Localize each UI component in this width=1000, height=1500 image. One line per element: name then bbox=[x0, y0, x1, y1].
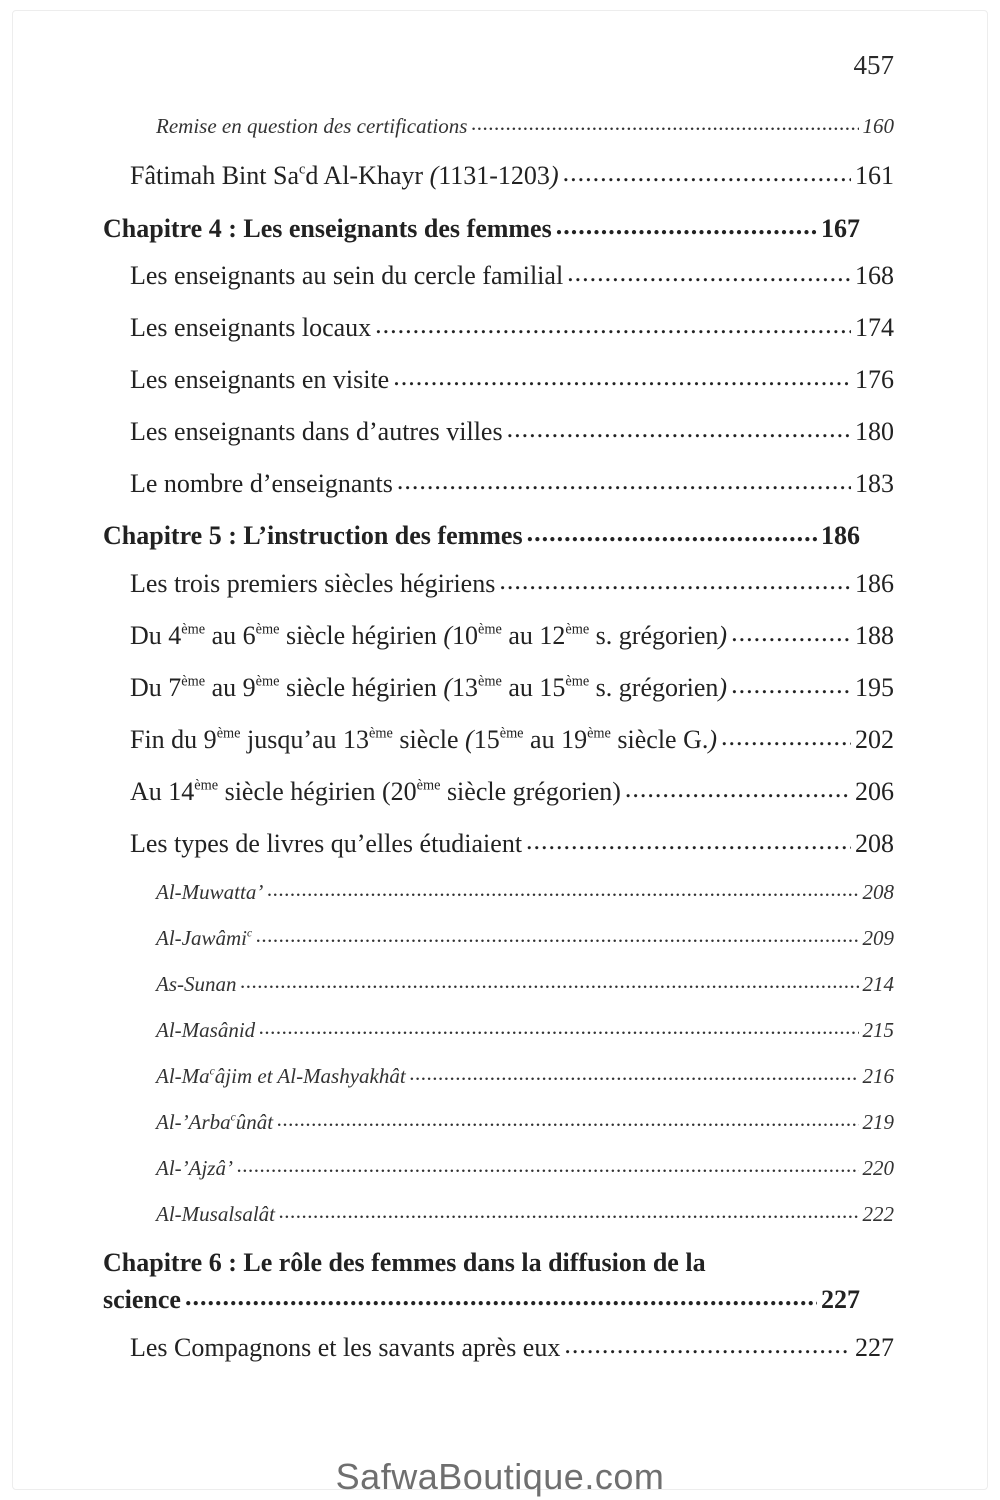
superscript: c bbox=[299, 161, 306, 178]
toc-entry-page: 227 bbox=[821, 1285, 860, 1314]
watermark-text: SafwaBoutique.com bbox=[335, 1456, 665, 1497]
toc-entry-chapter bbox=[103, 211, 860, 244]
italic-parenthesis: ) bbox=[549, 161, 559, 190]
toc-entry-chapter bbox=[103, 518, 860, 551]
dot-leader bbox=[556, 211, 817, 237]
toc-entry-page: 195 bbox=[855, 673, 894, 702]
toc-entry-sub bbox=[156, 1200, 894, 1227]
toc-entry-page: 174 bbox=[855, 313, 894, 342]
toc-entry-title: Le nombre d’enseignants bbox=[130, 469, 393, 498]
superscript: ème bbox=[565, 621, 590, 638]
dot-leader bbox=[393, 362, 851, 388]
dot-leader bbox=[526, 826, 851, 852]
toc-entry-page: 202 bbox=[855, 725, 894, 754]
superscript: c bbox=[209, 1065, 215, 1078]
superscript: ème bbox=[255, 673, 280, 690]
toc-entry-title: As-Sunan bbox=[156, 972, 237, 996]
dot-leader bbox=[279, 1200, 859, 1221]
toc-entry-section bbox=[130, 310, 894, 343]
toc-entry-section bbox=[130, 414, 894, 447]
superscript: ème bbox=[478, 673, 502, 690]
toc-entry-page: 216 bbox=[862, 1064, 894, 1088]
dot-leader bbox=[499, 566, 851, 592]
dot-leader bbox=[564, 1330, 851, 1356]
italic-parenthesis: ( bbox=[429, 161, 439, 190]
superscript: ème bbox=[369, 725, 393, 742]
toc-entry-page: 167 bbox=[821, 214, 860, 243]
toc-entry-sub bbox=[156, 970, 894, 997]
toc-entry-section bbox=[130, 362, 894, 395]
superscript: ème bbox=[587, 725, 611, 742]
dot-leader bbox=[277, 1108, 858, 1129]
dot-leader bbox=[410, 1062, 859, 1083]
dot-leader bbox=[397, 466, 851, 492]
toc-entry-page: 227 bbox=[855, 1333, 894, 1362]
page-number: 457 bbox=[853, 50, 894, 80]
superscript: ème bbox=[565, 673, 590, 690]
italic-parenthesis: ) bbox=[708, 725, 718, 754]
toc-entry-page: 186 bbox=[855, 569, 894, 598]
dot-leader bbox=[625, 774, 851, 800]
toc-entry-title: Al-Muwatta’ bbox=[156, 880, 264, 904]
toc-entry-page: 180 bbox=[855, 417, 894, 446]
toc-entry-title: Les enseignants au sein du cercle familial bbox=[130, 261, 564, 290]
toc-entry-title: Au 14ème siècle hégirien (20ème siècle grégorien) bbox=[130, 777, 621, 806]
dot-leader bbox=[259, 1016, 858, 1037]
toc-entry-section bbox=[130, 722, 894, 755]
toc-entry-title: Les types de livres qu’elles étudiaient bbox=[130, 829, 523, 858]
dot-leader bbox=[267, 878, 858, 899]
toc-entry-page: 186 bbox=[821, 521, 860, 550]
toc-entry-title: Les enseignants en visite bbox=[130, 365, 390, 394]
toc-entry-section bbox=[130, 1330, 894, 1363]
toc-entry-page: 214 bbox=[862, 972, 894, 996]
superscript: ème bbox=[194, 777, 219, 794]
dot-leader bbox=[375, 310, 851, 336]
dot-leader bbox=[721, 722, 851, 748]
italic-parenthesis: ( bbox=[465, 725, 474, 754]
toc-entry-title: Al-Jawâmi$^c$ bbox=[156, 926, 253, 950]
toc-entry-title: Al-’Ajzâ’ bbox=[156, 1156, 233, 1180]
toc-entry-page: 208 bbox=[855, 829, 894, 858]
toc-entry-section bbox=[130, 670, 894, 703]
toc-entry-page: 220 bbox=[862, 1156, 894, 1180]
toc-entry-section bbox=[130, 566, 894, 599]
superscript: ème bbox=[499, 725, 524, 742]
toc-entry-sub bbox=[156, 1154, 894, 1181]
dot-leader bbox=[731, 670, 851, 696]
toc-entry-section bbox=[130, 618, 894, 651]
toc-entry-page: 176 bbox=[855, 365, 894, 394]
toc-entry-title: Les enseignants dans d’autres villes bbox=[130, 417, 503, 446]
italic-parenthesis: ) bbox=[718, 621, 728, 650]
toc-entry-page: 188 bbox=[855, 621, 894, 650]
toc-entry-page: 208 bbox=[862, 880, 894, 904]
toc-entry-page: 160 bbox=[862, 114, 894, 138]
toc-entry-page: 168 bbox=[855, 261, 894, 290]
toc-entry-title: Fin du 9ème jusqu’au 13ème siècle (15ème au 19ème siècle G.) bbox=[130, 725, 718, 754]
toc-entry-sub bbox=[156, 924, 894, 951]
toc-entry-page: 209 bbox=[862, 926, 894, 950]
superscript: ème bbox=[181, 673, 206, 690]
toc-entry-title: Du 7ème au 9ème siècle hégirien (13ème au 15ème s. grégorien) bbox=[130, 673, 728, 702]
superscript: ème bbox=[181, 621, 206, 638]
toc-entry-page: 222 bbox=[862, 1202, 894, 1226]
toc-entry-page: 206 bbox=[855, 777, 894, 806]
toc-entry-title: Al-’Arba$^c$ûnât bbox=[156, 1110, 274, 1134]
toc-entry-title: Fâtimah Bint Sa$^c$d Al-Khayr (1131-1203) bbox=[130, 161, 559, 190]
superscript: ème bbox=[416, 777, 441, 794]
toc-entry-chapter-6 bbox=[103, 1248, 860, 1315]
toc-entry-title: Du 4ème au 6ème siècle hégirien (10ème au 12ème s. grégorien) bbox=[130, 621, 728, 650]
toc-entry-title: Chapitre 6 : Le rôle des femmes dans la diffusion de la bbox=[103, 1248, 706, 1277]
toc-entry-section bbox=[130, 774, 894, 807]
toc-entry-sub bbox=[156, 1016, 894, 1043]
toc-entry-title: Chapitre 4 : Les enseignants des femmes bbox=[103, 214, 552, 243]
toc-entry-page: 219 bbox=[862, 1110, 894, 1134]
dot-leader bbox=[185, 1282, 817, 1308]
dot-leader bbox=[567, 258, 851, 284]
toc-entry-title: Al-Ma$^c$âjim et Al-Mashyakhât bbox=[156, 1064, 406, 1088]
toc-entry-section bbox=[130, 258, 894, 291]
toc-entry-page: 215 bbox=[862, 1018, 894, 1042]
dot-leader bbox=[241, 970, 859, 991]
toc-entry-title: Les trois premiers siècles hégiriens bbox=[130, 569, 496, 598]
toc-entry-sub bbox=[156, 1108, 894, 1135]
dot-leader bbox=[237, 1154, 859, 1175]
toc-entry-title: Remise en question des certifications bbox=[156, 114, 468, 138]
italic-parenthesis: ) bbox=[718, 673, 728, 702]
toc-entry-section bbox=[130, 826, 894, 859]
toc-entry-title: Les enseignants locaux bbox=[130, 313, 372, 342]
toc-entry-title: Chapitre 5 : L’instruction des femmes bbox=[103, 521, 523, 550]
dot-leader bbox=[731, 618, 851, 644]
toc-entry-page: 161 bbox=[855, 161, 894, 190]
toc-entry-sub bbox=[156, 878, 894, 905]
toc-entry-page: 183 bbox=[855, 469, 894, 498]
italic-parenthesis: ( bbox=[443, 673, 452, 702]
superscript: ème bbox=[255, 621, 280, 638]
dot-leader bbox=[563, 158, 851, 184]
toc-entry-title-continued bbox=[103, 1282, 860, 1315]
toc-entry-section bbox=[130, 466, 894, 499]
toc-entry-sub bbox=[156, 1062, 894, 1089]
toc-entry-title: Al-Musalsalât bbox=[156, 1202, 275, 1226]
italic-parenthesis: ( bbox=[443, 621, 452, 650]
superscript: c bbox=[246, 927, 253, 940]
dot-leader bbox=[527, 518, 817, 544]
dot-leader bbox=[507, 414, 851, 440]
superscript: c bbox=[230, 1111, 236, 1124]
superscript: ème bbox=[216, 725, 241, 742]
toc-entry-title: Al-Masânid bbox=[156, 1018, 256, 1042]
toc-entry-title: Les Compagnons et les savants après eux bbox=[130, 1333, 561, 1362]
dot-leader bbox=[471, 112, 858, 133]
toc-entry-section bbox=[130, 158, 894, 191]
dot-leader bbox=[256, 924, 858, 945]
toc-entry-sub bbox=[156, 112, 894, 139]
superscript: ème bbox=[478, 621, 502, 638]
toc-entry-title-end: science bbox=[103, 1285, 181, 1314]
